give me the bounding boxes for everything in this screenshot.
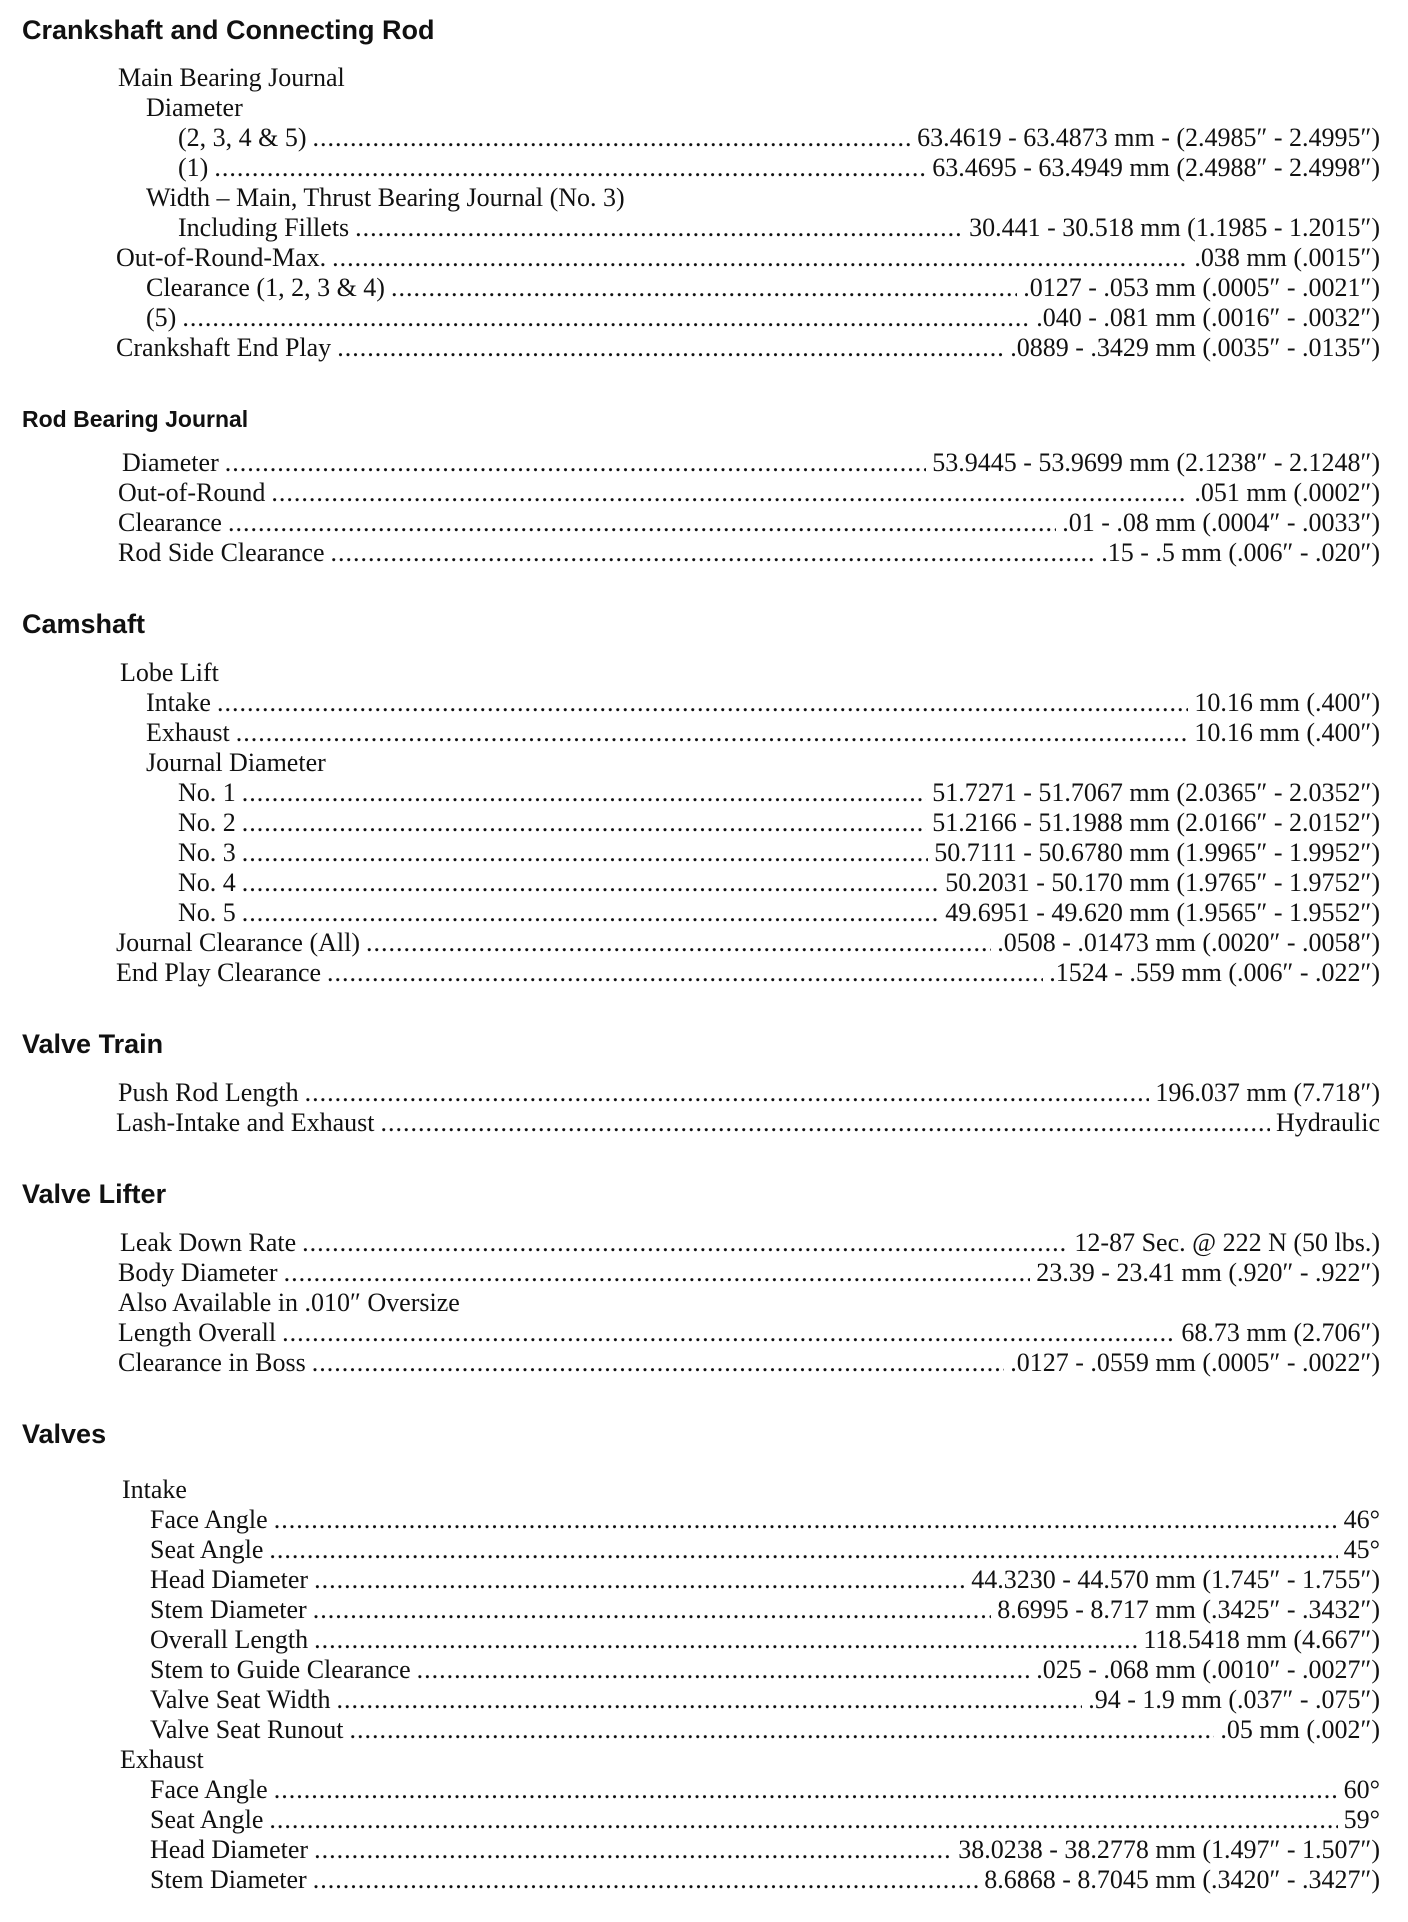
leader-dots: [242, 838, 928, 868]
spec-label: End Play Clearance: [116, 958, 322, 987]
leader-dots: [327, 958, 1043, 988]
leader-dots: [271, 478, 1188, 508]
leader-dots: [242, 898, 939, 928]
spec-label: Out-of-Round: [118, 478, 266, 507]
spec-value: .15 - .5 mm (.006″ - .020″): [1101, 538, 1380, 567]
spec-label: Clearance in Boss: [118, 1348, 306, 1377]
spec-label: Journal Clearance (All): [116, 928, 361, 957]
spec-label: Face Angle: [150, 1505, 268, 1534]
leader-dots: [312, 1348, 1005, 1378]
spec-value: 46°: [1343, 1505, 1380, 1534]
leader-dots: [269, 1535, 1337, 1565]
leader-dots: [331, 538, 1096, 568]
spec-label: Including Fillets: [178, 213, 350, 242]
leader-dots: [355, 213, 963, 243]
spec-value: 196.037 mm (7.718″): [1155, 1078, 1380, 1107]
spec-row: [118, 508, 1380, 538]
leader-dots: [314, 1565, 965, 1595]
spec-row: [150, 1505, 1380, 1535]
spec-label: Diameter: [122, 448, 219, 477]
leader-dots: [269, 1805, 1337, 1835]
leader-dots: [302, 1228, 1068, 1258]
spec-row: [150, 1565, 1380, 1595]
spec-label: Stem Diameter: [150, 1865, 307, 1894]
spec-row: [118, 538, 1380, 568]
spec-label: Rod Side Clearance: [118, 538, 325, 567]
leader-dots: [314, 1625, 1137, 1655]
leader-dots: [380, 1108, 1270, 1138]
spec-row: [178, 868, 1380, 898]
section-heading-rod-bearing-journal: Rod Bearing Journal: [22, 406, 249, 432]
spec-row: [116, 243, 1380, 273]
spec-label: No. 3: [178, 838, 236, 867]
spec-value: 44.3230 - 44.570 mm (1.745″ - 1.755″): [971, 1565, 1380, 1594]
spec-row: [178, 778, 1380, 808]
leader-dots: [182, 303, 1030, 333]
spec-row: [178, 153, 1380, 183]
spec-label: Push Rod Length: [118, 1078, 299, 1107]
spec-row: [118, 1318, 1380, 1348]
spec-value: 49.6951 - 49.620 mm (1.9565″ - 1.9552″): [945, 898, 1380, 927]
leader-dots: [242, 868, 939, 898]
leader-dots: [417, 1655, 1031, 1685]
leader-dots: [282, 1318, 1175, 1348]
spec-row: [150, 1775, 1380, 1805]
leader-dots: [228, 508, 1056, 538]
leader-dots: [305, 1078, 1150, 1108]
spec-row: [178, 808, 1380, 838]
spec-value: .040 - .081 mm (.0016″ - .0032″): [1036, 303, 1380, 332]
spec-row: [116, 333, 1380, 363]
spec-label: Seat Angle: [150, 1535, 264, 1564]
spec-label: Exhaust: [146, 718, 230, 747]
spec-label: Intake: [146, 688, 211, 717]
spec-value: 59°: [1343, 1805, 1380, 1834]
spec-row: [118, 1288, 460, 1318]
spec-row: [122, 448, 1380, 478]
leader-dots: [391, 273, 1017, 303]
spec-row: [150, 1865, 1380, 1895]
spec-value: Hydraulic: [1276, 1108, 1380, 1137]
spec-row: [120, 658, 219, 688]
spec-label: No. 4: [178, 868, 236, 897]
leader-dots: [313, 1595, 992, 1625]
spec-row: [178, 898, 1380, 928]
spec-value: .1524 - .559 mm (.006″ - .022″): [1049, 958, 1380, 987]
spec-row: [150, 1805, 1380, 1835]
spec-value: .01 - .08 mm (.0004″ - .0033″): [1062, 508, 1380, 537]
spec-value: 53.9445 - 53.9699 mm (2.1238″ - 2.1248″): [932, 448, 1380, 477]
spec-value: .0127 - .053 mm (.0005″ - .0021″): [1023, 273, 1380, 302]
spec-row: [146, 718, 1380, 748]
spec-value: .0889 - .3429 mm (.0035″ - .0135″): [1010, 333, 1380, 362]
spec-row: [120, 1745, 204, 1775]
spec-label: Journal Diameter: [146, 748, 326, 777]
leader-dots: [242, 778, 926, 808]
spec-row: [146, 273, 1380, 303]
spec-row: [150, 1835, 1380, 1865]
spec-label: Valve Seat Width: [150, 1685, 331, 1714]
spec-row: [116, 958, 1380, 988]
spec-value: .94 - 1.9 mm (.037″ - .075″): [1088, 1685, 1380, 1714]
spec-row: [122, 1475, 187, 1505]
spec-value: .025 - .068 mm (.0010″ - .0027″): [1036, 1655, 1380, 1684]
leader-dots: [350, 1715, 1215, 1745]
spec-row: [146, 748, 326, 778]
spec-value: 51.7271 - 51.7067 mm (2.0365″ - 2.0352″): [932, 778, 1380, 807]
leader-dots: [337, 333, 1004, 363]
spec-value: 50.7111 - 50.6780 mm (1.9965″ - 1.9952″): [934, 838, 1380, 867]
spec-label: Head Diameter: [150, 1835, 309, 1864]
spec-label: Diameter: [146, 93, 243, 122]
spec-row: [116, 928, 1380, 958]
spec-value: 38.0238 - 38.2778 mm (1.497″ - 1.507″): [958, 1835, 1380, 1864]
spec-value: 118.5418 mm (4.667″): [1143, 1625, 1380, 1654]
spec-label: (1): [178, 153, 209, 182]
spec-label: Seat Angle: [150, 1805, 264, 1834]
spec-value: 12-87 Sec. @ 222 N (50 lbs.): [1074, 1228, 1380, 1257]
spec-value: 8.6868 - 8.7045 mm (.3420″ - .3427″): [984, 1865, 1380, 1894]
leader-dots: [274, 1505, 1338, 1535]
section-heading-valve-train: Valve Train: [22, 1029, 164, 1059]
leader-dots: [336, 1685, 1082, 1715]
spec-row: [118, 478, 1380, 508]
spec-row: [178, 123, 1380, 153]
spec-value: .051 mm (.0002″): [1194, 478, 1380, 507]
spec-row: [146, 303, 1380, 333]
spec-row: [118, 63, 345, 93]
spec-label: Lobe Lift: [120, 658, 219, 687]
spec-row: [118, 1348, 1380, 1378]
spec-value: 60°: [1343, 1775, 1380, 1804]
spec-value: 8.6995 - 8.717 mm (.3425″ - .3432″): [997, 1595, 1380, 1624]
spec-value: .038 mm (.0015″): [1194, 243, 1380, 272]
spec-label: No. 5: [178, 898, 236, 927]
spec-label: Lash-Intake and Exhaust: [116, 1108, 375, 1137]
spec-value: 30.441 - 30.518 mm (1.1985 - 1.2015″): [969, 213, 1380, 242]
spec-value: 10.16 mm (.400″): [1194, 718, 1380, 747]
spec-value: 63.4619 - 63.4873 mm - (2.4985″ - 2.4995″): [917, 123, 1380, 152]
spec-row: [146, 688, 1380, 718]
leader-dots: [217, 688, 1188, 718]
spec-row: [150, 1595, 1380, 1625]
leader-dots: [225, 448, 927, 478]
leader-dots: [313, 1865, 979, 1895]
spec-value: 23.39 - 23.41 mm (.920″ - .922″): [1036, 1258, 1380, 1287]
spec-label: Overall Length: [150, 1625, 309, 1654]
spec-value: .05 mm (.002″): [1220, 1715, 1380, 1744]
leader-dots: [313, 123, 912, 153]
spec-row: [146, 93, 243, 123]
spec-label: Leak Down Rate: [120, 1228, 297, 1257]
leader-dots: [284, 1258, 1031, 1288]
spec-row: [146, 183, 625, 213]
leader-dots: [214, 153, 926, 183]
spec-value: 10.16 mm (.400″): [1194, 688, 1380, 717]
section-heading-crankshaft: Crankshaft and Connecting Rod: [22, 15, 435, 45]
spec-row: [150, 1685, 1380, 1715]
spec-value: .0508 - .01473 mm (.0020″ - .0058″): [997, 928, 1380, 957]
spec-row: [150, 1535, 1380, 1565]
spec-label: Valve Seat Runout: [150, 1715, 344, 1744]
spec-label: Length Overall: [118, 1318, 277, 1347]
spec-row: [118, 1078, 1380, 1108]
spec-row: [150, 1655, 1380, 1685]
spec-label: Head Diameter: [150, 1565, 309, 1594]
section-heading-camshaft: Camshaft: [22, 609, 146, 639]
spec-label: Stem to Guide Clearance: [150, 1655, 411, 1684]
spec-value: 63.4695 - 63.4949 mm (2.4988″ - 2.4998″): [932, 153, 1380, 182]
spec-row: [116, 1108, 1380, 1138]
spec-label: (2, 3, 4 & 5): [178, 123, 307, 152]
spec-label: Clearance: [118, 508, 222, 537]
spec-label: Main Bearing Journal: [118, 63, 345, 92]
spec-label: Exhaust: [120, 1745, 204, 1774]
leader-dots: [332, 243, 1188, 273]
section-heading-valve-lifter: Valve Lifter: [22, 1179, 167, 1209]
spec-label: (5): [146, 303, 177, 332]
spec-label: Intake: [122, 1475, 187, 1504]
spec-label: Width – Main, Thrust Bearing Journal (No. 3): [146, 183, 625, 212]
spec-row: [118, 1258, 1380, 1288]
leader-dots: [366, 928, 991, 958]
spec-label: No. 1: [178, 778, 236, 807]
spec-label: Stem Diameter: [150, 1595, 307, 1624]
spec-label: No. 2: [178, 808, 236, 837]
leader-dots: [242, 808, 926, 838]
spec-row: [150, 1625, 1380, 1655]
spec-label: Body Diameter: [118, 1258, 278, 1287]
spec-row: [120, 1228, 1380, 1258]
spec-label: Out-of-Round-Max.: [116, 243, 327, 272]
spec-row: [150, 1715, 1380, 1745]
section-heading-valves: Valves: [22, 1419, 107, 1449]
spec-value: 50.2031 - 50.170 mm (1.9765″ - 1.9752″): [945, 868, 1380, 897]
spec-label: Face Angle: [150, 1775, 268, 1804]
leader-dots: [314, 1835, 952, 1865]
spec-value: 51.2166 - 51.1988 mm (2.0166″ - 2.0152″): [932, 808, 1380, 837]
spec-row: [178, 213, 1380, 243]
leader-dots: [236, 718, 1189, 748]
spec-row: [178, 838, 1380, 868]
leader-dots: [274, 1775, 1338, 1805]
spec-value: .0127 - .0559 mm (.0005″ - .0022″): [1010, 1348, 1380, 1377]
spec-label: Crankshaft End Play: [116, 333, 332, 362]
spec-label: Clearance (1, 2, 3 & 4): [146, 273, 385, 302]
spec-value: 68.73 mm (2.706″): [1181, 1318, 1380, 1347]
spec-label: Also Available in .010″ Oversize: [118, 1288, 460, 1317]
spec-value: 45°: [1343, 1535, 1380, 1564]
